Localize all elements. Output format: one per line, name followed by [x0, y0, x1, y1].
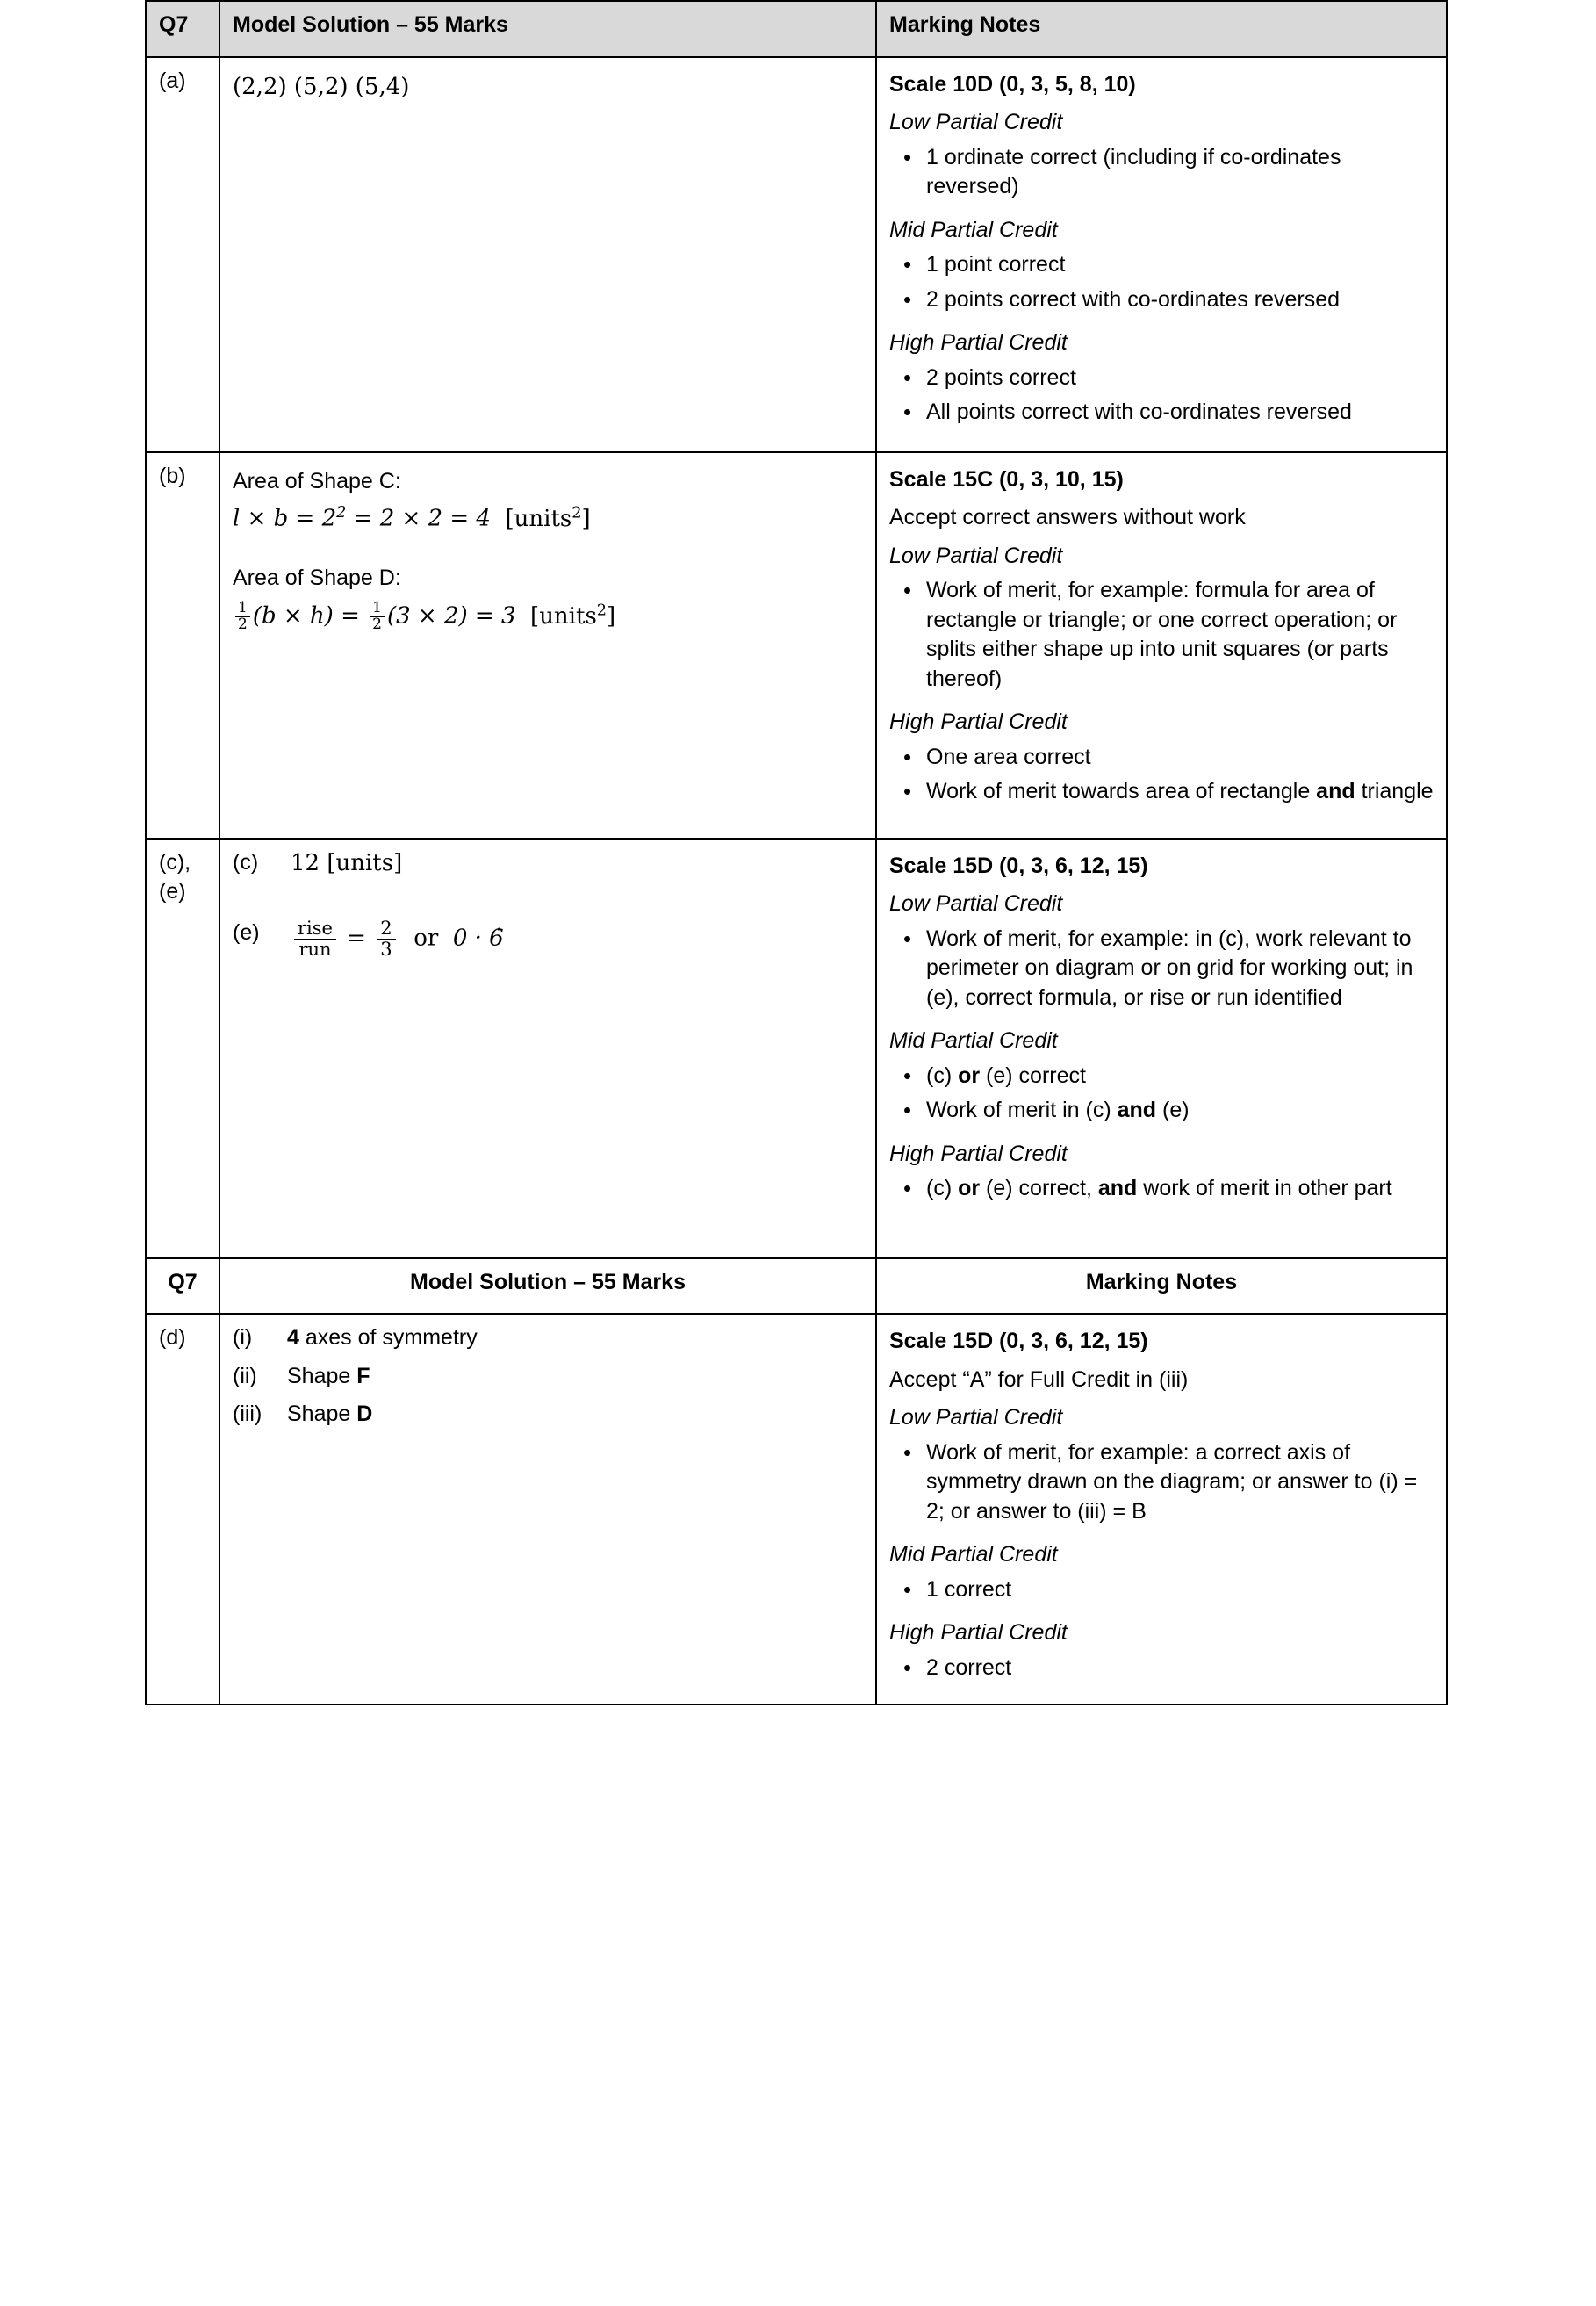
solution-part-value: $\frac{\text{rise}}{\text{run}}$ = $\frac{2}{3}$ or 0 · 6̇: [291, 919, 863, 960]
list-item: • Work of merit in (c) and (e): [926, 1096, 1434, 1126]
list-item: • 1 correct: [926, 1575, 1434, 1605]
credit-heading: Mid Partial Credit: [889, 217, 1058, 242]
credit-bullet-list: [889, 364, 1434, 428]
list-item: • 2 points correct: [926, 364, 1434, 393]
list-item: • Work of merit, for example: in (c), work relevant to perimeter on diagram or on grid for working out; in (e), correct formula, or rise or run identified: [926, 925, 1434, 1013]
list-item: • (c) or (e) correct: [926, 1062, 1434, 1092]
accept-note: Accept “A” for Full Credit in (iii): [889, 1366, 1189, 1392]
table-row: [146, 839, 1447, 1258]
credit-heading: Low Partial Credit: [889, 1405, 1063, 1430]
header-model-solution: Model Solution – 55 Marks: [219, 1, 876, 57]
solution-coordinates: (2,2) (5,2) (5,4): [233, 73, 410, 100]
list-item: • One area correct: [926, 743, 1434, 773]
scale-title: Scale 15D (0, 3, 6, 12, 15): [889, 853, 1148, 878]
credit-bullet-list: [889, 1654, 1434, 1683]
solution-part-label: (i): [233, 1325, 253, 1350]
table-row: [146, 57, 1447, 452]
credit-heading: Low Partial Credit: [889, 543, 1063, 568]
row-solution-cell: [219, 452, 876, 839]
row-notes-cell: [876, 1314, 1447, 1704]
solution-part-value: [287, 1323, 863, 1353]
credit-bullet-list: [889, 1575, 1434, 1605]
solution-part-label: (e): [233, 920, 260, 946]
solution-part-value: [287, 1362, 863, 1392]
credit-bullet-list: [889, 1174, 1434, 1204]
row-notes-cell: [876, 452, 1447, 839]
answer-text: Shape: [287, 1363, 351, 1388]
row-solution-cell: [219, 839, 876, 1258]
credit-heading: Mid Partial Credit: [889, 1028, 1058, 1053]
solution-part-label: (c): [233, 849, 259, 875]
marking-scheme-table: [145, 0, 1448, 1705]
header-marking-notes: Marking Notes: [876, 1, 1447, 57]
credit-heading: Low Partial Credit: [889, 891, 1063, 916]
solution-part-label: (iii): [233, 1402, 262, 1426]
credit-heading: Mid Partial Credit: [889, 1542, 1058, 1567]
credit-heading: High Partial Credit: [889, 1141, 1068, 1166]
credit-bullet-list: [889, 743, 1434, 807]
solution-line-i: [233, 1323, 863, 1353]
list-item: • Work of merit towards area of rectangle and triangle: [926, 777, 1434, 807]
credit-bullet-list: [889, 1062, 1434, 1126]
row-solution-cell: [219, 1314, 876, 1704]
list-item: • (c) or (e) correct, and work of merit in other part: [926, 1174, 1434, 1204]
credit-heading: High Partial Credit: [889, 710, 1068, 734]
row-notes-cell: [876, 57, 1447, 452]
header-marking-notes: Marking Notes: [876, 1258, 1447, 1315]
table-header-row-2: [146, 1258, 1447, 1315]
credit-bullet-list: [889, 250, 1434, 314]
solution-line-ii: [233, 1362, 863, 1392]
answer-text: Shape: [287, 1402, 351, 1426]
accept-note: Accept correct answers without work: [889, 505, 1246, 530]
row-part-label: (a): [146, 57, 219, 452]
list-item: • 1 point correct: [926, 250, 1434, 280]
scale-title: Scale 10D (0, 3, 5, 8, 10): [889, 71, 1136, 97]
area-shape-d-label: Area of Shape D:: [233, 566, 401, 591]
list-item: • 2 points correct with co-ordinates reversed: [926, 285, 1434, 315]
scale-title: Scale 15D (0, 3, 6, 12, 15): [889, 1329, 1148, 1353]
table-row: [146, 1314, 1447, 1704]
credit-bullet-list: [889, 576, 1434, 694]
scale-title: Scale 15C (0, 3, 10, 15): [889, 466, 1124, 492]
credit-heading: High Partial Credit: [889, 330, 1068, 355]
answer-value: F: [356, 1363, 370, 1388]
list-item: • Work of merit, for example: a correct axis of symmetry drawn on the diagram; or answer to (i) = 2; or answer to (iii) = B: [926, 1438, 1434, 1527]
area-shape-c-math: $l \times b = 2^2 = 2 \times 2 = 4$ [units$^2$]: [233, 504, 591, 532]
area-shape-c-label: Area of Shape C:: [233, 468, 401, 494]
row-part-label: (b): [146, 452, 219, 839]
credit-bullet-list: [889, 143, 1434, 202]
area-shape-d-math: $\frac{1}{2}$ (b × h) = $\frac{1}{2}$ (3 × 2) = 3 [units$^2$]: [233, 601, 863, 633]
header-model-solution: Model Solution – 55 Marks: [219, 1258, 876, 1315]
solution-line-e: [233, 919, 863, 960]
list-item: • 1 ordinate correct (including if co-ordinates reversed): [926, 143, 1434, 202]
answer-text: axes of symmetry: [305, 1325, 478, 1350]
row-part-label: (d): [146, 1314, 219, 1704]
solution-part-value: 12 [units]: [291, 849, 403, 876]
credit-heading: High Partial Credit: [889, 1620, 1068, 1645]
credit-bullet-list: [889, 925, 1434, 1013]
solution-line-c: [233, 848, 863, 879]
credit-bullet-list: [889, 1438, 1434, 1527]
answer-value: 4: [287, 1325, 299, 1350]
solution-part-value: [287, 1400, 863, 1430]
table-row: [146, 452, 1447, 839]
row-solution-cell: [219, 57, 876, 452]
answer-value: D: [356, 1402, 373, 1426]
solution-line-iii: [233, 1400, 863, 1430]
row-part-label: (c), (e): [146, 839, 219, 1258]
list-item: • All points correct with co-ordinates reversed: [926, 398, 1434, 428]
list-item: • 2 correct: [926, 1654, 1434, 1683]
header-question: Q7: [146, 1258, 219, 1315]
credit-heading: Low Partial Credit: [889, 110, 1063, 134]
table-header-row: [146, 1, 1447, 57]
row-notes-cell: [876, 839, 1447, 1258]
list-item: • Work of merit, for example: formula for area of rectangle or triangle; or one correct operation; or splits either shape up into unit squares (or parts thereof): [926, 576, 1434, 694]
header-question: Q7: [146, 1, 219, 57]
solution-part-label: (ii): [233, 1363, 257, 1388]
